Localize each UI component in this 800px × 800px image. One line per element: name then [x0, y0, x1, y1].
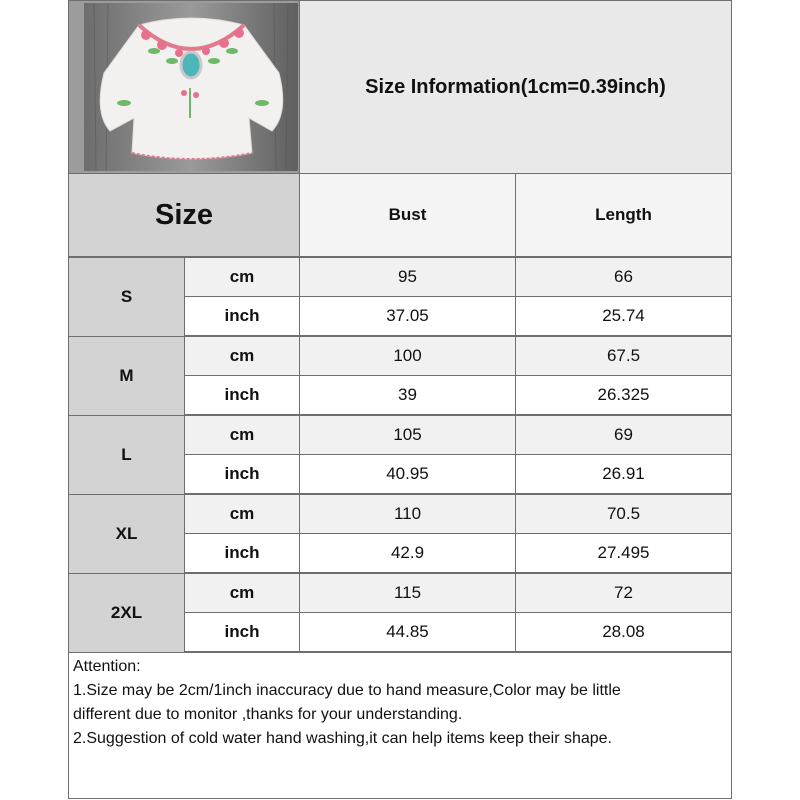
- unit-label: inch: [184, 533, 300, 573]
- length-value: 67.5: [515, 336, 732, 376]
- size-info-title: Size Information(1cm=0.39inch): [299, 0, 732, 174]
- attention-line: 2.Suggestion of cold water hand washing,it can help items keep their shape.: [73, 730, 612, 747]
- unit-label: cm: [184, 415, 300, 455]
- length-value: 70.5: [515, 494, 732, 534]
- unit-label: inch: [184, 612, 300, 652]
- blouse-photo: [84, 3, 298, 171]
- length-value: 25.74: [515, 296, 732, 336]
- unit-label: cm: [184, 573, 300, 613]
- length-value: 72: [515, 573, 732, 613]
- bust-value: 37.05: [299, 296, 516, 336]
- length-value: 69: [515, 415, 732, 455]
- unit-label: inch: [184, 454, 300, 494]
- length-value: 27.495: [515, 533, 732, 573]
- bust-value: 42.9: [299, 533, 516, 573]
- bust-value: 95: [299, 257, 516, 297]
- length-value: 26.91: [515, 454, 732, 494]
- size-label-2xl: 2XL: [68, 573, 185, 653]
- bust-value: 105: [299, 415, 516, 455]
- unit-label: inch: [184, 296, 300, 336]
- attention-line: 1.Size may be 2cm/1inch inaccuracy due to hand measure,Color may be little: [73, 682, 621, 699]
- bust-value: 115: [299, 573, 516, 613]
- size-label-xl: XL: [68, 494, 185, 574]
- bust-value: 40.95: [299, 454, 516, 494]
- bust-value: 44.85: [299, 612, 516, 652]
- attention-notes: [68, 652, 732, 799]
- length-value: 26.325: [515, 375, 732, 415]
- size-label-l: L: [68, 415, 185, 495]
- size-label-m: M: [68, 336, 185, 416]
- size-column-header: Size: [68, 173, 300, 257]
- bust-column-header: Bust: [299, 173, 516, 257]
- length-value: 28.08: [515, 612, 732, 652]
- unit-label: inch: [184, 375, 300, 415]
- length-value: 66: [515, 257, 732, 297]
- unit-label: cm: [184, 494, 300, 534]
- bust-value: 100: [299, 336, 516, 376]
- unit-label: cm: [184, 257, 300, 297]
- length-column-header: Length: [515, 173, 732, 257]
- size-label-s: S: [68, 257, 185, 337]
- unit-label: cm: [184, 336, 300, 376]
- attention-line: different due to monitor ,thanks for your understanding.: [73, 706, 463, 723]
- bust-value: 39: [299, 375, 516, 415]
- bust-value: 110: [299, 494, 516, 534]
- attention-heading: Attention:: [73, 658, 141, 675]
